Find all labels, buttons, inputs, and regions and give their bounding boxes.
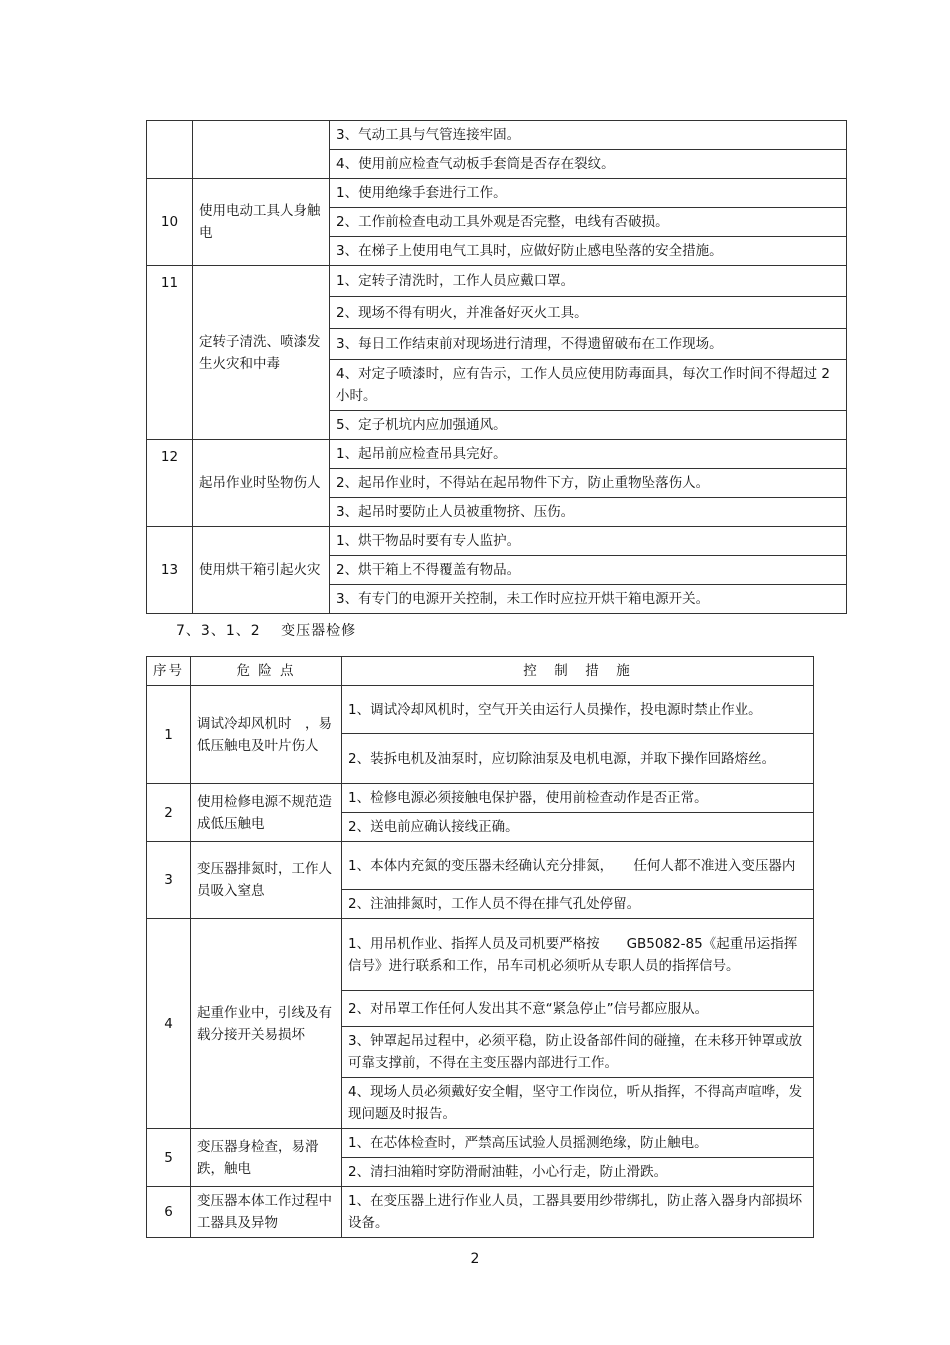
hazard-cell: 变压器身检查，易滑跌，触电 — [191, 1129, 342, 1187]
measure-cell: 2、注油排氮时，工作人员不得在排气孔处停留。 — [342, 890, 814, 919]
measure-cell: 3、起吊时要防止人员被重物挤、压伤。 — [330, 498, 847, 527]
measure-cell: 1、用吊机作业、指挥人员及司机要严格按 GB5082-85《起重吊运指挥信号》进行联系和工作，吊车司机必须听从专职人员的指挥信号。 — [342, 919, 814, 991]
hazard-cell: 使用检修电源不规范造成低压触电 — [191, 784, 342, 842]
measure-cell: 1、检修电源必须接触电保护器，使用前检查动作是否正常。 — [342, 784, 814, 813]
hazard-cell: 调试冷却风机时 ，易低压触电及叶片伤人 — [191, 686, 342, 784]
measure-cell: 2、装拆电机及油泵时，应切除油泵及电机电源，并取下操作回路熔丝。 — [342, 734, 814, 784]
row-number: 12 — [147, 440, 193, 527]
measure-cell: 2、现场不得有明火，并准备好灭火工具。 — [330, 297, 847, 329]
row-number: 2 — [147, 784, 191, 842]
measure-cell: 1、定转子清洗时，工作人员应戴口罩。 — [330, 266, 847, 297]
measure-cell: 1、在变压器上进行作业人员，工器具要用纱带绑扎，防止落入器身内部损坏设备。 — [342, 1187, 814, 1238]
measure-cell: 1、起吊前应检查吊具完好。 — [330, 440, 847, 469]
hazard-cell: 起重作业中，引线及有载分接开关易损坏 — [191, 919, 342, 1129]
measure-cell: 1、烘干物品时要有专人监护。 — [330, 527, 847, 556]
measure-cell: 2、送电前应确认接线正确。 — [342, 813, 814, 842]
header-measures: 控 制 措 施 — [342, 657, 814, 686]
hazard-cell: 定转子清洗、喷漆发生火灾和中毒 — [193, 266, 330, 440]
measure-cell: 2、工作前检查电动工具外观是否完整，电线有否破损。 — [330, 208, 847, 237]
measure-cell: 3、每日工作结束前对现场进行清理，不得遗留破布在工作现场。 — [330, 329, 847, 360]
page-number: 2 — [470, 1251, 480, 1267]
measure-cell: 4、现场人员必须戴好安全帽，坚守工作岗位，听从指挥，不得高声喧哗，发现问题及时报告。 — [342, 1078, 814, 1129]
row-number: 5 — [147, 1129, 191, 1187]
header-hazard: 危 险 点 — [191, 657, 342, 686]
transformer-maintenance-table — [146, 656, 814, 1238]
measure-cell: 3、钟罩起吊过程中，必须平稳，防止设备部件间的碰撞，在未移开钟罩或放可靠支撑前，不得在主变压器内部进行工作。 — [342, 1027, 814, 1078]
measure-cell: 4、对定子喷漆时，应有告示，工作人员应使用防毒面具，每次工作时间不得超过 2 小时。 — [330, 360, 847, 411]
measure-cell: 2、对吊罩工作任何人发出其不意“紧急停止”信号都应服从。 — [342, 991, 814, 1027]
hazard-cell — [193, 121, 330, 179]
row-number: 10 — [147, 179, 193, 266]
measure-cell: 1、在芯体检查时，严禁高压试验人员摇测绝缘，防止触电。 — [342, 1129, 814, 1158]
hazard-cell: 使用电动工具人身触电 — [193, 179, 330, 266]
measure-cell: 3、在梯子上使用电气工具时，应做好防止感电坠落的安全措施。 — [330, 237, 847, 266]
measure-cell: 1、使用绝缘手套进行工作。 — [330, 179, 847, 208]
hazard-table-continued — [146, 120, 847, 614]
measure-cell: 2、起吊作业时，不得站在起吊物件下方，防止重物坠落伤人。 — [330, 469, 847, 498]
hazard-cell: 使用烘干箱引起火灾 — [193, 527, 330, 614]
hazard-cell: 变压器本体工作过程中工器具及异物 — [191, 1187, 342, 1238]
row-number: 3 — [147, 842, 191, 919]
hazard-cell: 起吊作业时坠物伤人 — [193, 440, 330, 527]
measure-cell: 2、烘干箱上不得覆盖有物品。 — [330, 556, 847, 585]
measure-cell: 1、本体内充氮的变压器未经确认充分排氮， 任何人都不准进入变压器内 — [342, 842, 814, 890]
row-number: 4 — [147, 919, 191, 1129]
measure-cell: 3、有专门的电源开关控制，未工作时应拉开烘干箱电源开关。 — [330, 585, 847, 614]
measure-cell: 1、调试冷却风机时，空气开关由运行人员操作，投电源时禁止作业。 — [342, 686, 814, 734]
measure-cell: 5、定子机坑内应加强通风。 — [330, 411, 847, 440]
measure-cell: 3、气动工具与气管连接牢固。 — [330, 121, 847, 150]
row-number: 1 — [147, 686, 191, 784]
measure-cell: 4、使用前应检查气动板手套筒是否存在裂纹。 — [330, 150, 847, 179]
row-number — [147, 121, 193, 179]
section-title: 7、3、1、2 变压器检修 — [176, 623, 357, 639]
row-number: 6 — [147, 1187, 191, 1238]
row-number: 11 — [147, 266, 193, 440]
header-number: 序号 — [147, 657, 191, 686]
hazard-cell: 变压器排氮时，工作人员吸入窒息 — [191, 842, 342, 919]
measure-cell: 2、清扫油箱时穿防滑耐油鞋，小心行走，防止滑跌。 — [342, 1158, 814, 1187]
row-number: 13 — [147, 527, 193, 614]
